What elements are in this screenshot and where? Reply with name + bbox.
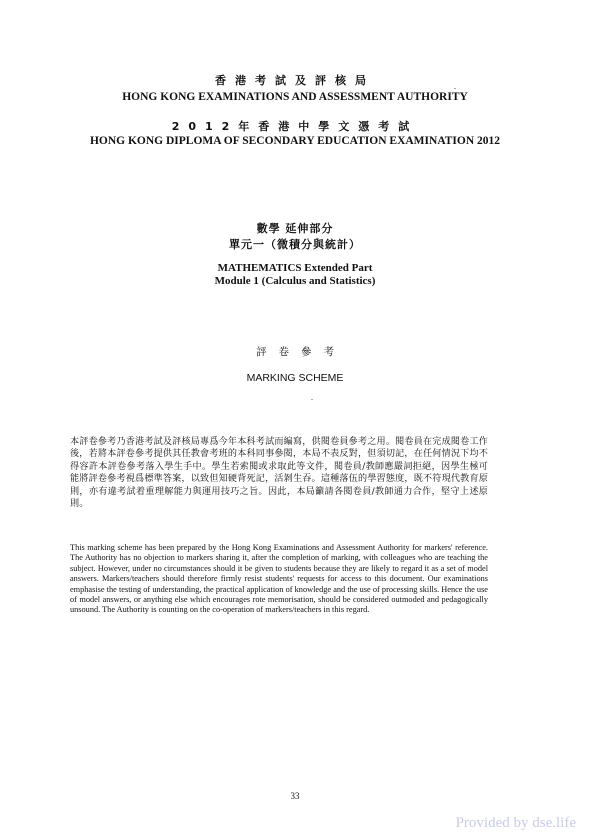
marking-scheme-en: MARKING SCHEME <box>246 372 344 384</box>
watermark: Provided by dse.life <box>455 815 576 831</box>
module-title-zh: 單元一（微積分與統計） <box>229 238 361 251</box>
stray-dot: . <box>311 393 313 402</box>
exam-name-en: HONG KONG DIPLOMA OF SECONDARY EDUCATION EXAMINATION 2012 <box>89 135 501 147</box>
org-name-zh: 香港考試及評核局 <box>215 74 375 87</box>
subject-title-zh: 數學 延伸部分 <box>256 222 334 235</box>
module-title-en: Module 1 (Calculus and Statistics) <box>214 275 376 287</box>
subject-title-en: MATHEMATICS Extended Part <box>217 262 373 274</box>
exam-name-zh: 2012年香港中學文憑考試 <box>171 120 419 133</box>
org-name-en: HONG KONG EXAMINATIONS AND ASSESSMENT AUTHORITY <box>122 91 468 103</box>
notice-paragraph-en: This marking scheme has been prepared by the Hong Kong Examinations and Assessment Authority for markers' reference. The Authority has no objection to markers sharing it, after the completion of marking, with colleagues who are teaching the subject. However, under no circumstances should it be given to students because they are likely to regard it as a set of model answers. Markers/teachers should therefore firmly resist students' requests for access to this document. Our examinations emphasise the testing of understanding, the practical application of knowledge and the use of processing skills. Hence the use of model answers, or anything else which encourages rote memorisation, should be considered outmoded and pedagogically unsound. The Authority is counting on the co-operation of markers/teachers in this regard. <box>70 543 488 615</box>
marking-scheme-zh: 評卷參考 <box>256 346 346 358</box>
notice-paragraph-zh: 本評卷參考乃香港考試及評核局專爲今年本科考試而編寫，供閱卷員參考之用。閱卷員在完成閱卷工作後，若將本評卷參考提供其任教會考班的本科同事參閱，本局不表反對，但須切記，在任何情況下均不得容許本評卷參考落入學生手中。學生若索閱或求取此等文件，閱卷員/教師應嚴詞拒絕，因學生極可能將評卷參考視爲標準答案，以致但知硬背死記，活剝生吞。這種落伍的學習態度，既不符現代教育原則，亦有違考試着重理解能力與運用技巧之旨。因此，本局籲請各閱卷員/教師通力合作，堅守上述原則。 <box>70 437 488 510</box>
page-number: 33 <box>290 791 300 801</box>
stray-dot: . <box>454 82 456 91</box>
